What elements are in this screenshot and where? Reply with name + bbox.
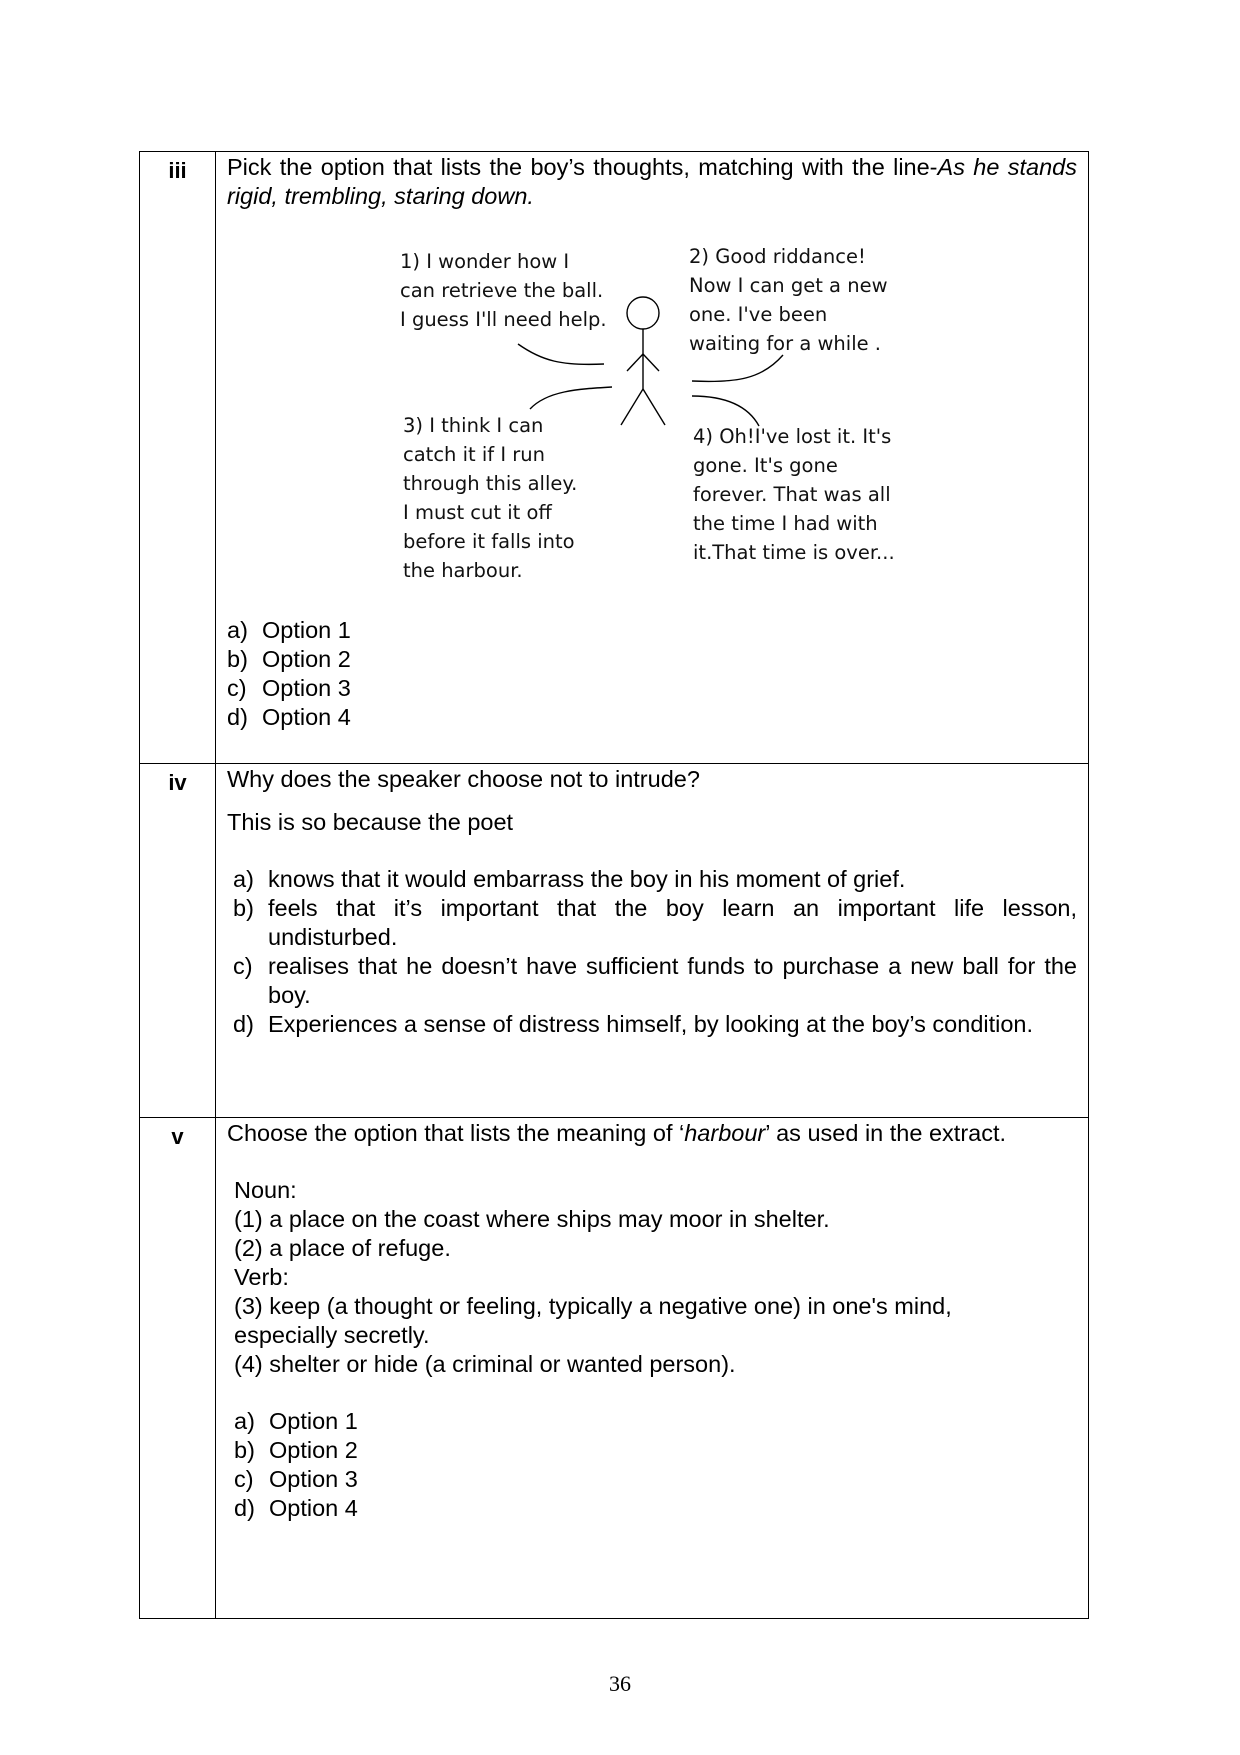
definition-line: (2) a place of refuge.: [234, 1235, 451, 1261]
option-label: c): [233, 953, 253, 979]
stick-figure-right-arm: [643, 354, 659, 371]
question-stem: Why does the speaker choose not to intrude?: [227, 766, 700, 792]
options-list: [227, 616, 1077, 732]
option-label: c): [234, 1466, 254, 1492]
thought-bubbles-figure: [227, 211, 1077, 616]
option-label: a): [227, 617, 248, 643]
question-body: [216, 152, 1089, 764]
option-text: Option 2: [262, 646, 351, 672]
page-number: 36: [609, 1671, 631, 1696]
option-c[interactable]: [227, 674, 1077, 703]
option-d[interactable]: [227, 703, 1077, 732]
option-text: Option 1: [262, 617, 351, 643]
definition-line: Verb:: [234, 1264, 289, 1290]
stem-text: Choose the option that lists the meaning of ‘: [227, 1120, 685, 1146]
options-list: [227, 865, 1077, 1039]
definition-line: (1) a place on the coast where ships may moor in shelter.: [234, 1206, 830, 1232]
options-list: [227, 1407, 1077, 1523]
question-body: [216, 1118, 1089, 1619]
stem-quote: As he stands rigid, trembling, staring down.: [227, 154, 1077, 209]
option-text: Option 3: [269, 1466, 358, 1492]
question-row-iv: [140, 764, 1089, 1118]
definition-line: Noun:: [234, 1177, 297, 1203]
question-stem: [227, 153, 1077, 211]
question-stem: [227, 1119, 1077, 1148]
stem-text: Pick the option that lists the boy’s thoughts, matching with the line-: [227, 154, 938, 180]
stick-figure-right-leg: [643, 389, 665, 425]
option-c[interactable]: [234, 1465, 1077, 1494]
option-a[interactable]: [234, 1407, 1077, 1436]
option-text: realises that he doesn’t have sufficient funds to purchase a new ball for the boy.: [268, 953, 1077, 1008]
option-b[interactable]: [234, 1436, 1077, 1465]
option-text: Option 4: [262, 704, 351, 730]
option-a[interactable]: [227, 616, 1077, 645]
option-label: d): [227, 704, 248, 730]
thought-bubble-2: 2) Good riddance! Now I can get a new one. I've been waiting for a while .: [689, 245, 888, 355]
option-label: d): [234, 1495, 255, 1521]
option-text: knows that it would embarrass the boy in his moment of grief.: [268, 866, 906, 892]
option-text: feels that it’s important that the boy learn an important life lesson, undisturbed.: [268, 895, 1077, 950]
stick-figure-left-leg: [621, 389, 643, 425]
option-a[interactable]: [233, 865, 1077, 894]
option-d[interactable]: [233, 1010, 1077, 1039]
stem-text: ’ as used in the extract.: [765, 1120, 1007, 1146]
option-d[interactable]: [234, 1494, 1077, 1523]
question-number: v: [140, 1118, 216, 1619]
option-text: Option 2: [269, 1437, 358, 1463]
stem-term: harbour: [684, 1120, 766, 1146]
stick-figure-head: [627, 297, 659, 329]
option-label: c): [227, 675, 247, 701]
question-number: iv: [140, 764, 216, 1118]
option-label: b): [234, 1437, 255, 1463]
stick-figure-drawing: [227, 211, 1077, 616]
option-label: b): [227, 646, 248, 672]
option-text: Option 3: [262, 675, 351, 701]
option-text: Experiences a sense of distress himself, by looking at the boy’s condition.: [268, 1011, 1034, 1037]
definition-line: (3) keep (a thought or feeling, typically a negative one) in one's mind, especially secretly.: [234, 1293, 952, 1348]
question-body: [216, 764, 1089, 1118]
option-b[interactable]: [233, 894, 1077, 952]
definition-line: (4) shelter or hide (a criminal or wanted person).: [234, 1351, 736, 1377]
option-label: d): [233, 1011, 254, 1037]
thought-bubble-3: 3) I think I can catch it if I run through this alley. I must cut it off before it falls into the harbour.: [403, 414, 578, 582]
question-lead: This is so because the poet: [227, 809, 514, 835]
option-c[interactable]: [233, 952, 1077, 1010]
pointer-line-2: [692, 355, 783, 381]
thought-bubble-4: 4) Oh!I've lost it. It's gone. It's gone forever. That was all the time I had with it.That time is over...: [693, 425, 895, 564]
stick-figure-left-arm: [627, 354, 643, 371]
question-row-v: [140, 1118, 1089, 1619]
question-number: iii: [140, 152, 216, 764]
option-b[interactable]: [227, 645, 1077, 674]
option-label: b): [233, 895, 254, 921]
option-label: a): [234, 1408, 255, 1434]
question-row-iii: [140, 152, 1089, 764]
pointer-line-3: [530, 387, 612, 409]
definitions-block: [227, 1176, 1077, 1379]
question-table: [139, 151, 1089, 1619]
option-text: Option 4: [269, 1495, 358, 1521]
option-label: a): [233, 866, 254, 892]
thought-bubble-1: 1) I wonder how I can retrieve the ball. I guess I'll need help.: [400, 250, 607, 331]
pointer-line-1: [518, 344, 604, 364]
option-text: Option 1: [269, 1408, 358, 1434]
